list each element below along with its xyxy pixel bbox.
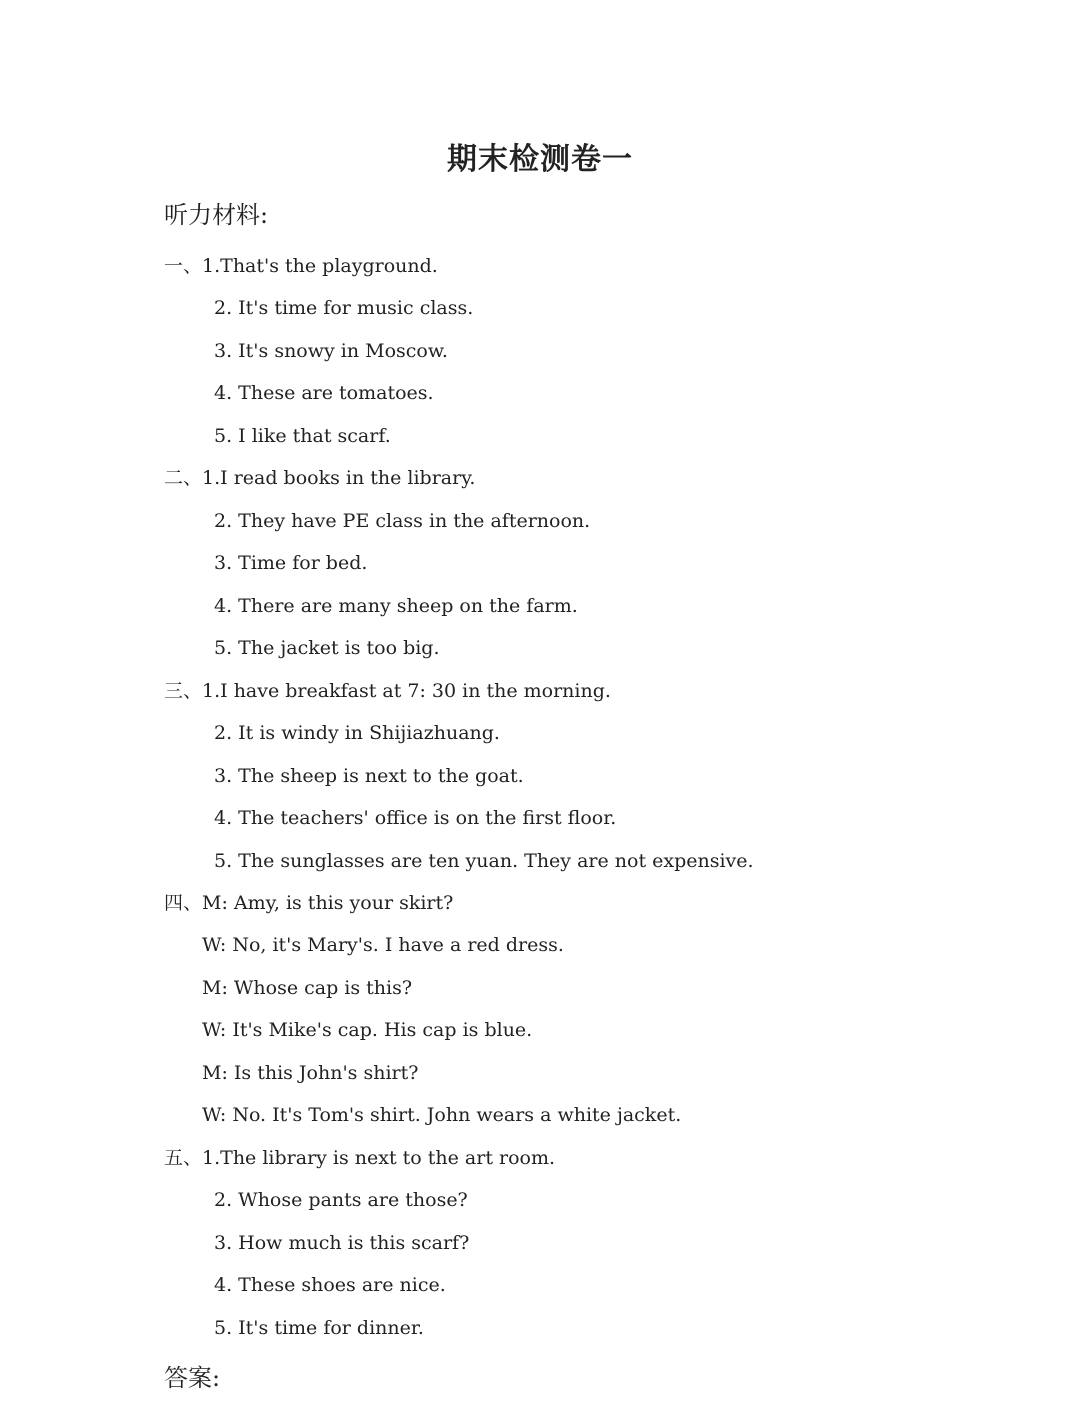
section-line: [164, 1143, 555, 1173]
section-line: 3. It's snowy in Moscow.: [214, 340, 448, 362]
section-line: 5. I like that scarf.: [214, 425, 391, 447]
section-line: 5. It's time for dinner.: [214, 1317, 424, 1339]
section-line: W: No. It's Tom's shirt. John wears a white jacket.: [202, 1104, 682, 1126]
section-line: M: Whose cap is this?: [202, 977, 413, 999]
section-marker: 二、: [164, 467, 203, 489]
section-line-text: 1.That's the playground.: [202, 255, 438, 277]
section-line-text: 1.I have breakfast at 7: 30 in the morning.: [202, 680, 611, 702]
section-line-text: 1.The library is next to the art room.: [202, 1147, 556, 1169]
page-title: 期末检测卷一: [447, 142, 633, 177]
section-line: 4. There are many sheep on the farm.: [214, 595, 578, 617]
section-line: 2. They have PE class in the afternoon.: [214, 510, 591, 532]
section-line: 4. These are tomatoes.: [214, 382, 434, 404]
section-line: W: No, it's Mary's. I have a red dress.: [202, 934, 564, 956]
section-line: 5. The sunglasses are ten yuan. They are not expensive.: [214, 850, 754, 872]
section-line: 5. The jacket is too big.: [214, 637, 440, 659]
section-line: 2. It is windy in Shijiazhuang.: [214, 722, 500, 744]
section-line: [164, 888, 453, 918]
section-line: [164, 463, 475, 493]
section-marker: 四、: [164, 892, 203, 914]
section-line: 3. How much is this scarf?: [214, 1232, 470, 1254]
section-line: W: It's Mike's cap. His cap is blue.: [202, 1019, 533, 1041]
section-marker: 一、: [164, 255, 203, 277]
section-line: [164, 251, 438, 281]
section-line: 4. These shoes are nice.: [214, 1274, 446, 1296]
section-line: [164, 676, 611, 706]
section-marker: 三、: [164, 680, 203, 702]
section-line: 3. The sheep is next to the goat.: [214, 765, 524, 787]
section-marker: 五、: [164, 1147, 203, 1169]
section-line-text: 1.I read books in the library.: [202, 467, 476, 489]
section-line: 2. It's time for music class.: [214, 297, 474, 319]
section-line-text: M: Amy, is this your skirt?: [202, 892, 454, 914]
section-line: 3. Time for bed.: [214, 552, 368, 574]
section-line: 2. Whose pants are those?: [214, 1189, 468, 1211]
listening-heading: 听力材料:: [164, 201, 269, 229]
section-line: M: Is this John's shirt?: [202, 1062, 419, 1084]
section-line: 4. The teachers' office is on the first floor.: [214, 807, 617, 829]
answers-heading: 答案:: [164, 1364, 221, 1392]
